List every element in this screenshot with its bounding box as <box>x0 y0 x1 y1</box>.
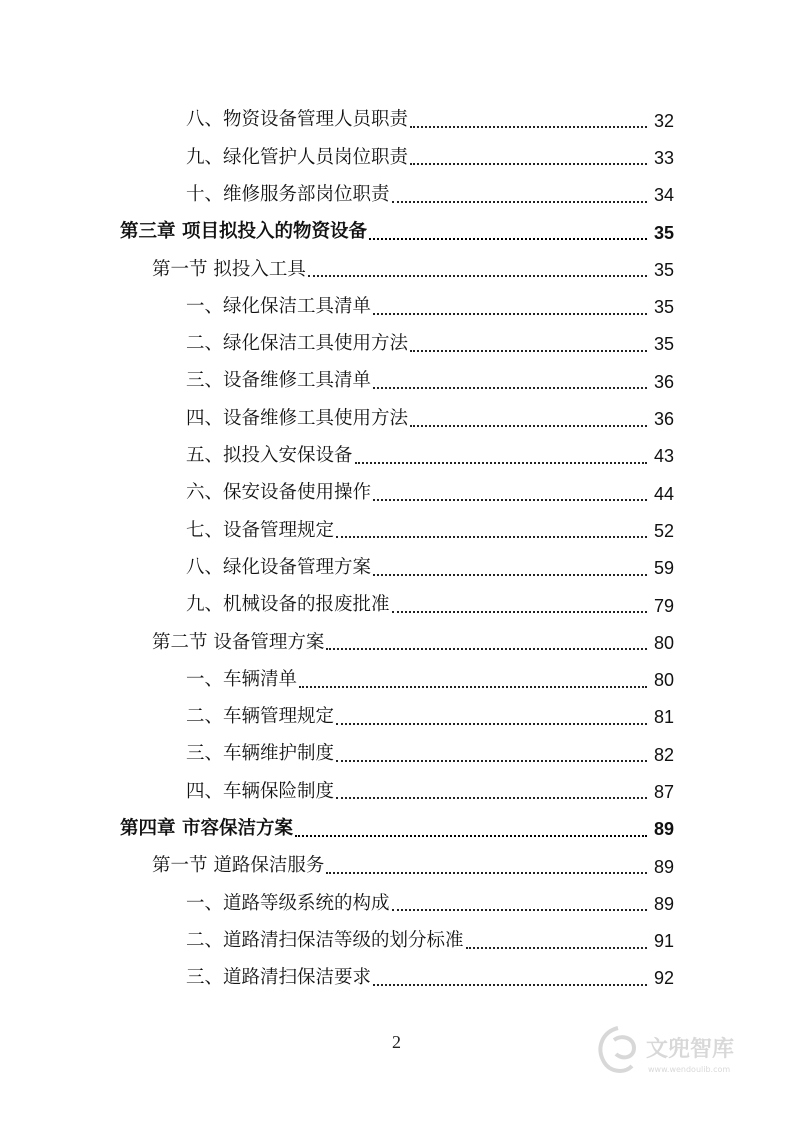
toc-entry-section[interactable] <box>0 624 793 661</box>
dot-leader <box>392 610 647 613</box>
toc-entry-title: 二、绿化保洁工具使用方法 <box>186 333 409 355</box>
toc-entry-page-number: 35 <box>653 222 674 243</box>
watermark-icon <box>600 1028 634 1071</box>
toc-entry-title: 九、绿化管护人员岗位职责 <box>186 146 409 168</box>
dot-leader <box>369 237 647 240</box>
dot-leader <box>336 796 647 799</box>
watermark-subtext: www.wendoulib.com <box>648 1065 731 1074</box>
toc-entry-title: 一、道路等级系统的构成 <box>186 892 390 914</box>
toc-entry-section[interactable] <box>0 848 793 885</box>
toc-entry-chapter[interactable] <box>0 214 793 251</box>
toc-entry-title: 三、道路清扫保洁要求 <box>186 967 372 989</box>
toc-entry-title: 四、设备维修工具使用方法 <box>186 407 409 429</box>
toc-entry-title: 一、车辆清单 <box>186 668 298 690</box>
toc-entry-item[interactable] <box>0 177 793 214</box>
toc-entry-page-number: 34 <box>653 185 674 206</box>
watermark-text: 文兜智库 <box>646 1037 735 1062</box>
dot-leader <box>373 312 647 315</box>
toc-entry-title: 第一节 道路保洁服务 <box>152 855 325 877</box>
dot-leader <box>410 349 647 352</box>
toc-entry-page-number: 36 <box>653 409 674 430</box>
toc-entry-page-number: 82 <box>653 744 674 765</box>
dot-leader <box>336 759 647 762</box>
toc-entry-page-number: 92 <box>653 968 674 989</box>
page-number: 2 <box>392 1032 401 1052</box>
toc-entry-item[interactable] <box>0 885 793 922</box>
toc-entry-title: 六、保安设备使用操作 <box>186 482 372 504</box>
toc-entry-page-number: 32 <box>653 110 674 131</box>
toc-entry-page-number: 36 <box>653 371 674 392</box>
toc-entry-item[interactable] <box>0 923 793 960</box>
toc-entry-page-number: 35 <box>653 259 674 280</box>
toc-entry-page-number: 59 <box>653 558 674 579</box>
toc-entry-title: 二、车辆管理规定 <box>186 706 335 728</box>
toc-entry-item[interactable] <box>0 438 793 475</box>
dot-leader <box>466 946 647 949</box>
dot-leader <box>373 386 647 389</box>
toc-entry-item[interactable] <box>0 139 793 176</box>
toc-entry-item[interactable] <box>0 512 793 549</box>
toc-entry-page-number: 81 <box>653 707 674 728</box>
toc-entry-page-number: 87 <box>653 781 674 802</box>
toc-entry-item[interactable] <box>0 960 793 997</box>
toc-entry-title: 三、设备维修工具清单 <box>186 370 372 392</box>
toc-entry-page-number: 91 <box>653 931 674 952</box>
dot-leader <box>326 871 647 874</box>
toc-entry-item[interactable] <box>0 587 793 624</box>
toc-entry-item[interactable] <box>0 102 793 139</box>
dot-leader <box>308 274 647 277</box>
dot-leader <box>336 722 647 725</box>
dot-leader <box>326 647 647 650</box>
toc-entry-page-number: 89 <box>653 819 674 840</box>
toc-entry-title: 四、车辆保险制度 <box>186 780 335 802</box>
toc-entry-item[interactable] <box>0 475 793 512</box>
toc-entry-page-number: 35 <box>653 334 674 355</box>
toc-entry-title: 八、物资设备管理人员职责 <box>186 109 409 131</box>
dot-leader <box>299 685 647 688</box>
toc-entry-title: 第三章 项目拟投入的物资设备 <box>120 221 367 243</box>
toc-entry-title: 九、机械设备的报废批准 <box>186 594 390 616</box>
toc-entry-page-number: 33 <box>653 147 674 168</box>
dot-leader <box>336 535 647 538</box>
toc-entry-item[interactable] <box>0 773 793 810</box>
toc-entry-page-number: 89 <box>653 856 674 877</box>
toc-entry-title: 第一节 拟投入工具 <box>152 258 306 280</box>
toc-entry-title: 八、绿化设备管理方案 <box>186 556 372 578</box>
dot-leader <box>355 461 647 464</box>
toc-entry-page-number: 80 <box>653 670 674 691</box>
toc-entry-page-number: 89 <box>653 893 674 914</box>
toc-entry-title: 第二节 设备管理方案 <box>152 631 325 653</box>
dot-leader <box>373 983 647 986</box>
toc-entry-title: 一、绿化保洁工具清单 <box>186 295 372 317</box>
toc-entry-page-number: 43 <box>653 446 674 467</box>
toc-entry-title: 三、车辆维护制度 <box>186 743 335 765</box>
table-of-contents <box>0 102 793 997</box>
toc-entry-page-number: 80 <box>653 632 674 653</box>
toc-entry-chapter[interactable] <box>0 811 793 848</box>
toc-entry-item[interactable] <box>0 699 793 736</box>
toc-entry-title: 二、道路清扫保洁等级的划分标准 <box>186 929 464 951</box>
dot-leader <box>410 162 647 165</box>
toc-entry-title: 第四章 市容保洁方案 <box>120 818 293 840</box>
dot-leader <box>410 424 647 427</box>
toc-entry-title: 五、拟投入安保设备 <box>186 445 353 467</box>
dot-leader <box>373 573 647 576</box>
toc-entry-page-number: 79 <box>653 595 674 616</box>
toc-entry-item[interactable] <box>0 736 793 773</box>
dot-leader <box>373 498 647 501</box>
toc-entry-page-number: 52 <box>653 520 674 541</box>
dot-leader <box>392 908 647 911</box>
toc-entry-item[interactable] <box>0 550 793 587</box>
dot-leader <box>410 125 647 128</box>
dot-leader <box>392 200 647 203</box>
toc-entry-page-number: 35 <box>653 297 674 318</box>
watermark-logo <box>590 1020 770 1080</box>
dot-leader <box>295 834 647 837</box>
toc-entry-title: 十、维修服务部岗位职责 <box>186 183 390 205</box>
toc-entry-section[interactable] <box>0 251 793 288</box>
toc-entry-title: 七、设备管理规定 <box>186 519 335 541</box>
toc-entry-page-number: 44 <box>653 483 674 504</box>
toc-entry-item[interactable] <box>0 400 793 437</box>
toc-entry-item[interactable] <box>0 288 793 325</box>
toc-entry-item[interactable] <box>0 326 793 363</box>
toc-entry-item[interactable] <box>0 661 793 698</box>
toc-entry-item[interactable] <box>0 363 793 400</box>
